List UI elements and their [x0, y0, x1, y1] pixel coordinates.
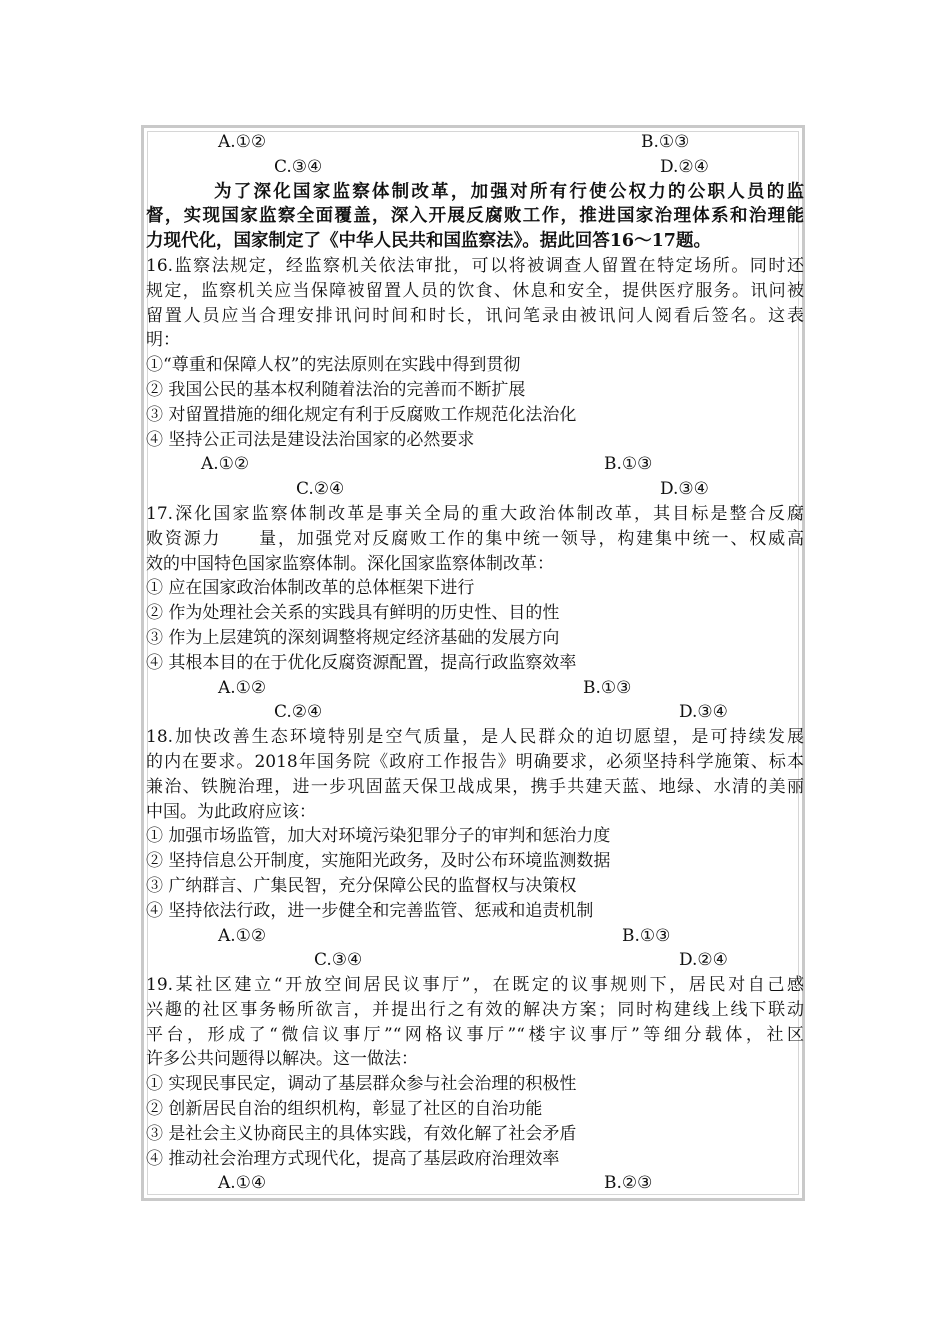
option-b: B.①③ — [583, 677, 632, 698]
option-row — [146, 130, 804, 155]
option-row — [146, 948, 804, 973]
option-c: C.③④ — [314, 950, 363, 971]
option-row — [146, 1171, 804, 1196]
option-b: B.①③ — [622, 925, 671, 946]
question-stem-line: 效的中国特色国家监察体制。深化国家监察体制改革： — [146, 553, 554, 574]
statement-item: ② 坚持信息公开制度，实施阳光政务，及时公布环境监测数据 — [146, 851, 611, 872]
statement-item: ④ 其根本目的在于优化反腐资源配置，提高行政监察效率 — [146, 652, 577, 673]
question-stem-line: 17.深化国家监察体制改革是事关全局的重大政治体制改革，其目标是整合反腐 — [146, 503, 804, 524]
option-a: A.①② — [218, 677, 267, 698]
option-row — [146, 700, 804, 725]
option-c: C.②④ — [296, 479, 345, 500]
option-d: D.③④ — [679, 702, 728, 723]
option-a: A.①② — [218, 925, 267, 946]
intro-line: 力现代化，国家制定了《中华人民共和国监察法》。据此回答16～17题。 — [146, 231, 711, 252]
option-a: A.①④ — [218, 1173, 267, 1194]
statement-item: ③ 作为上层建筑的深刻调整将规定经济基础的发展方向 — [146, 627, 560, 648]
option-row — [146, 477, 804, 502]
option-b: B.②③ — [604, 1173, 653, 1194]
option-b: B.①③ — [641, 132, 690, 152]
option-row — [146, 155, 804, 180]
option-row — [146, 676, 804, 701]
option-d: D.②④ — [660, 156, 709, 177]
statement-item: ② 我国公民的基本权利随着法治的完善而不断扩展 — [146, 379, 526, 400]
question-stem-line: 的内在要求。2018年国务院《政府工作报告》明确要求，必须坚持科学施策、标本 — [146, 751, 804, 772]
statement-item: ② 作为处理社会关系的实践具有鲜明的历史性、目的性 — [146, 603, 560, 624]
statement-item: ① 应在国家政治体制改革的总体框架下进行 — [146, 578, 475, 599]
option-c: C.③④ — [274, 156, 323, 177]
question-stem-line: 16.监察法规定，经监察机关依法审批，可以将被调查人留置在特定场所。同时还 — [146, 255, 804, 276]
question-stem-line: 18.加快改善生态环境特别是空气质量，是人民群众的迫切愿望，是可持续发展 — [146, 727, 804, 748]
statement-item: ③ 是社会主义协商民主的具体实践，有效化解了社会矛盾 — [146, 1123, 577, 1144]
option-d: D.③④ — [660, 479, 709, 500]
statement-item: ① 加强市场监管，加大对环境污染犯罪分子的审判和惩治力度 — [146, 826, 611, 847]
statement-item: ④ 坚持公正司法是建设法治国家的必然要求 — [146, 429, 475, 450]
question-stem-line: 19.某社区建立“开放空间居民议事厅”，在既定的议事规则下，居民对自己感 — [146, 975, 804, 996]
option-c: C.②④ — [274, 702, 323, 723]
question-stem-line: 平台，形成了“微信议事厅”“网格议事厅”“楼宇议事厅”等细分载体，社区 — [146, 1024, 804, 1045]
option-d: D.②④ — [679, 950, 728, 971]
statement-item: ③ 对留置措施的细化规定有利于反腐败工作规范化法治化 — [146, 404, 577, 425]
option-b: B.①③ — [604, 454, 653, 475]
intro-line: 督，实现国家监察全面覆盖，深入开展反腐败工作，推进国家治理体系和治理能 — [146, 206, 804, 227]
statement-item: ① 实现民事民定，调动了基层群众参与社会治理的积极性 — [146, 1074, 577, 1095]
question-stem-line: 中国。为此政府应该： — [146, 801, 316, 822]
statement-item: ③ 广纳群言、广集民智，充分保障公民的监督权与决策权 — [146, 875, 577, 896]
option-a: A.①② — [201, 454, 250, 475]
question-stem-line: 兼治、铁腕治理，进一步巩固蓝天保卫战成果，携手共建天蓝、地绿、水清的美丽 — [146, 776, 804, 797]
question-stem-line: 留置人员应当合理安排讯问时间和时长，讯问笔录由被讯问人阅看后签名。这表 — [146, 305, 804, 326]
question-stem-line: 许多公共问题得以解决。这一做法： — [146, 1049, 418, 1070]
statement-item: ①“尊重和保障人权”的宪法原则在实践中得到贯彻 — [146, 355, 521, 376]
statement-item: ② 创新居民自治的组织机构，彰显了社区的自治功能 — [146, 1099, 543, 1120]
option-row — [146, 452, 804, 477]
question-stem-line: 明： — [146, 330, 180, 351]
question-stem-line: 兴趣的社区事务畅所欲言，并提出行之有效的解决方案；同时构建线上线下联动 — [146, 999, 804, 1020]
statement-item: ④ 推动社会治理方式现代化，提高了基层政府治理效率 — [146, 1148, 560, 1169]
intro-line: 为了深化国家监察体制改革，加强对所有行使公权力的公职人员的监 — [214, 181, 804, 202]
option-a: A.①② — [218, 132, 267, 152]
document-content — [146, 130, 804, 1196]
question-stem-line: 规定，监察机关应当保障被留置人员的饮食、休息和安全，提供医疗服务。讯问被 — [146, 280, 804, 301]
statement-item: ④ 坚持依法行政，进一步健全和完善监管、惩戒和追责机制 — [146, 900, 594, 921]
question-stem-line: 败资源力 量，加强党对反腐败工作的集中统一领导，构建集中统一、权威高 — [146, 528, 804, 549]
option-row — [146, 924, 804, 949]
